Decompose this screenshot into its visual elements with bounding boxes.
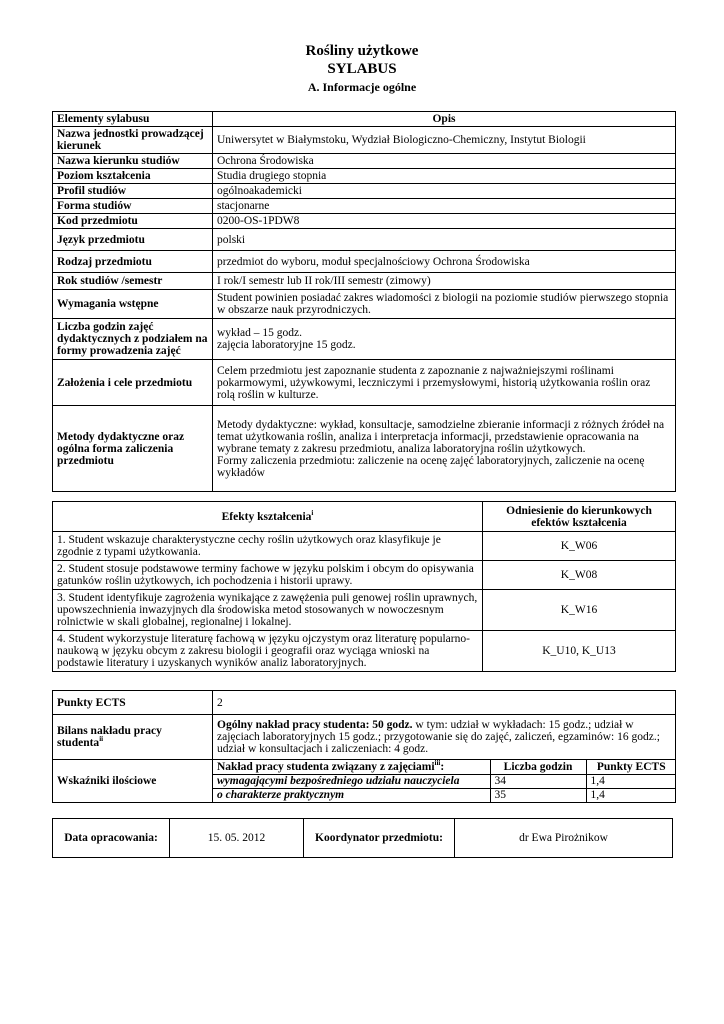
row-label: Forma studiów (53, 199, 213, 214)
col-header-reference: Odniesienie do kierunkowych efektów kształcenia (483, 502, 676, 532)
effects-table (52, 501, 676, 672)
row-value (213, 406, 676, 492)
general-info-table (52, 111, 676, 492)
value-line: wykład – 15 godz. (217, 327, 302, 339)
col-header-elements: Elementy sylabusu (53, 112, 213, 127)
effect-ref: K_W06 (483, 532, 676, 561)
row-value: Studia drugiego stopnia (213, 169, 676, 184)
document-title: Rośliny użytkowe (305, 43, 419, 59)
row-value: ogólnoakademicki (213, 184, 676, 199)
indicator-label: wymagającymi bezpośredniego udziału nauczyciela (213, 774, 490, 788)
balance-label: Bilans nakładu pracy studenta$^{ii}$ (53, 715, 213, 760)
value-line: zajęcia laboratoryjne 15 godz. (217, 339, 356, 351)
indicator-hours: 34 (490, 774, 586, 788)
col-header-effects: Efekty kształcenia$^i$ (53, 502, 483, 532)
row-label: Kod przedmiotu (53, 214, 213, 229)
effect-text: 3. Student identyfikuje zagrożenia wynikające z zawężenia puli genowej roślin uprawnych, upowszechnienia inwazyjnych dla środowiska metod stosowanych w nowoczesnym rolnictwie w skali globalnej, regionalnej i lokalnej. (53, 590, 483, 631)
row-label: Nazwa jednostki prowadzącej kierunek (53, 127, 213, 154)
col-header-description: Opis (213, 112, 676, 127)
row-label: Założenia i cele przedmiotu (53, 360, 213, 406)
ects-table (52, 690, 676, 803)
balance-value: Ogólny nakład pracy studenta: 50 godz. w tym: udział w wykładach: 15 godz.; udział w zajęciach laboratoryjnych 15 godz.; przygotowanie się do zajęć, zaliczeń, egzaminów: 16 godz.; udział w konsultacjach i zaliczeniach: 4 godz. (213, 715, 676, 760)
effect-text: 4. Student wykorzystuje literaturę fachową w języku ojczystym oraz literaturę popularno-naukową w języku obcym z zakresu biologii i geografii oraz wyciąga wnioski na podstawie literatury i uzyskanych wyników analiz laboratoryjnych. (53, 631, 483, 672)
row-label: Wymagania wstępne (53, 290, 213, 319)
coordinator-label: Koordynator przedmiotu: (304, 819, 455, 858)
effect-text: 1. Student wskazuje charakterystyczne cechy roślin użytkowych oraz klasyfikuje je zgodnie z typami użytkowania. (53, 532, 483, 561)
value-line: Formy zaliczenia przedmiotu: zaliczenie na ocenę zajęć laboratoryjnych, zaliczenie na ocenę wykładów (217, 454, 645, 479)
indicators-label: Wskaźniki ilościowe (53, 760, 213, 803)
indicator-label: o charakterze praktycznym (213, 788, 490, 802)
row-label: Rok studiów /semestr (53, 273, 213, 290)
row-label: Język przedmiotu (53, 229, 213, 251)
row-label: Rodzaj przedmiotu (53, 251, 213, 273)
ects-points-value: 2 (213, 691, 676, 715)
row-label: Poziom kształcenia (53, 169, 213, 184)
row-label: Profil studiów (53, 184, 213, 199)
row-value: polski (213, 229, 676, 251)
indicator-ects: 1,4 (586, 774, 676, 788)
row-value: 0200-OS-1PDW8 (213, 214, 676, 229)
effect-text: 2. Student stosuje podstawowe terminy fachowe w języku polskim i obcym do opisywania gatunków roślin użytkowych, ich pochodzenia i historii uprawy. (53, 561, 483, 590)
indicators-header: Nakład pracy studenta związany z zajęciami$^{iii}$: (213, 760, 490, 774)
effect-ref: K_U10, K_U13 (483, 631, 676, 672)
row-value (213, 319, 676, 360)
row-label: Nazwa kierunku studiów (53, 154, 213, 169)
row-value: Ochrona Środowiska (213, 154, 676, 169)
row-value: przedmiot do wyboru, moduł specjalnościowy Ochrona Środowiska (213, 251, 676, 273)
footer-table (52, 818, 673, 858)
row-value: Celem przedmiotu jest zapoznanie studenta z zapoznanie z najważniejszymi roślinami pokarmowymi, używkowymi, leczniczymi i przemysłowymi, historią użytkowania roślin oraz rolą roślin w kulturze. (213, 360, 676, 406)
col-header-hours: Liczba godzin (490, 760, 586, 774)
indicator-ects: 1,4 (586, 788, 676, 802)
document-subtitle: SYLABUS (327, 61, 397, 77)
value-line: Metody dydaktyczne: wykład, konsultacje, samodzielne zbieranie informacji z różnych źródeł na temat użytkowania roślin, analiza i interpretacja informacji, przedstawienie opracowania na wybrane tematy z zakresu przedmiotu, analiza laboratoryjna roślin użytkowych. (217, 418, 665, 455)
row-value: I rok/I semestr lub II rok/III semestr (zimowy) (213, 273, 676, 290)
row-value: stacjonarne (213, 199, 676, 214)
ects-points-label: Punkty ECTS (53, 691, 213, 715)
date-label: Data opracowania: (53, 819, 170, 858)
row-label: Liczba godzin zajęć dydaktycznych z podziałem na formy prowadzenia zajęć (53, 319, 213, 360)
row-value: Uniwersytet w Białymstoku, Wydział Biologiczno-Chemiczny, Instytut Biologii (213, 127, 676, 154)
row-label: Metody dydaktyczne oraz ogólna forma zaliczenia przedmiotu (53, 406, 213, 492)
coordinator-value: dr Ewa Pirożnikow (455, 819, 673, 858)
row-value: Student powinien posiadać zakres wiadomości z biologii na poziomie studiów pierwszego stopnia w obszarze nauk przyrodniczych. (213, 290, 676, 319)
indicator-hours: 35 (490, 788, 586, 802)
indicators-cell (213, 760, 676, 803)
effect-ref: K_W16 (483, 590, 676, 631)
effect-ref: K_W08 (483, 561, 676, 590)
indicators-table (213, 760, 676, 802)
col-header-ects: Punkty ECTS (586, 760, 676, 774)
date-value: 15. 05. 2012 (170, 819, 304, 858)
section-heading: A. Informacje ogólne (307, 80, 417, 94)
